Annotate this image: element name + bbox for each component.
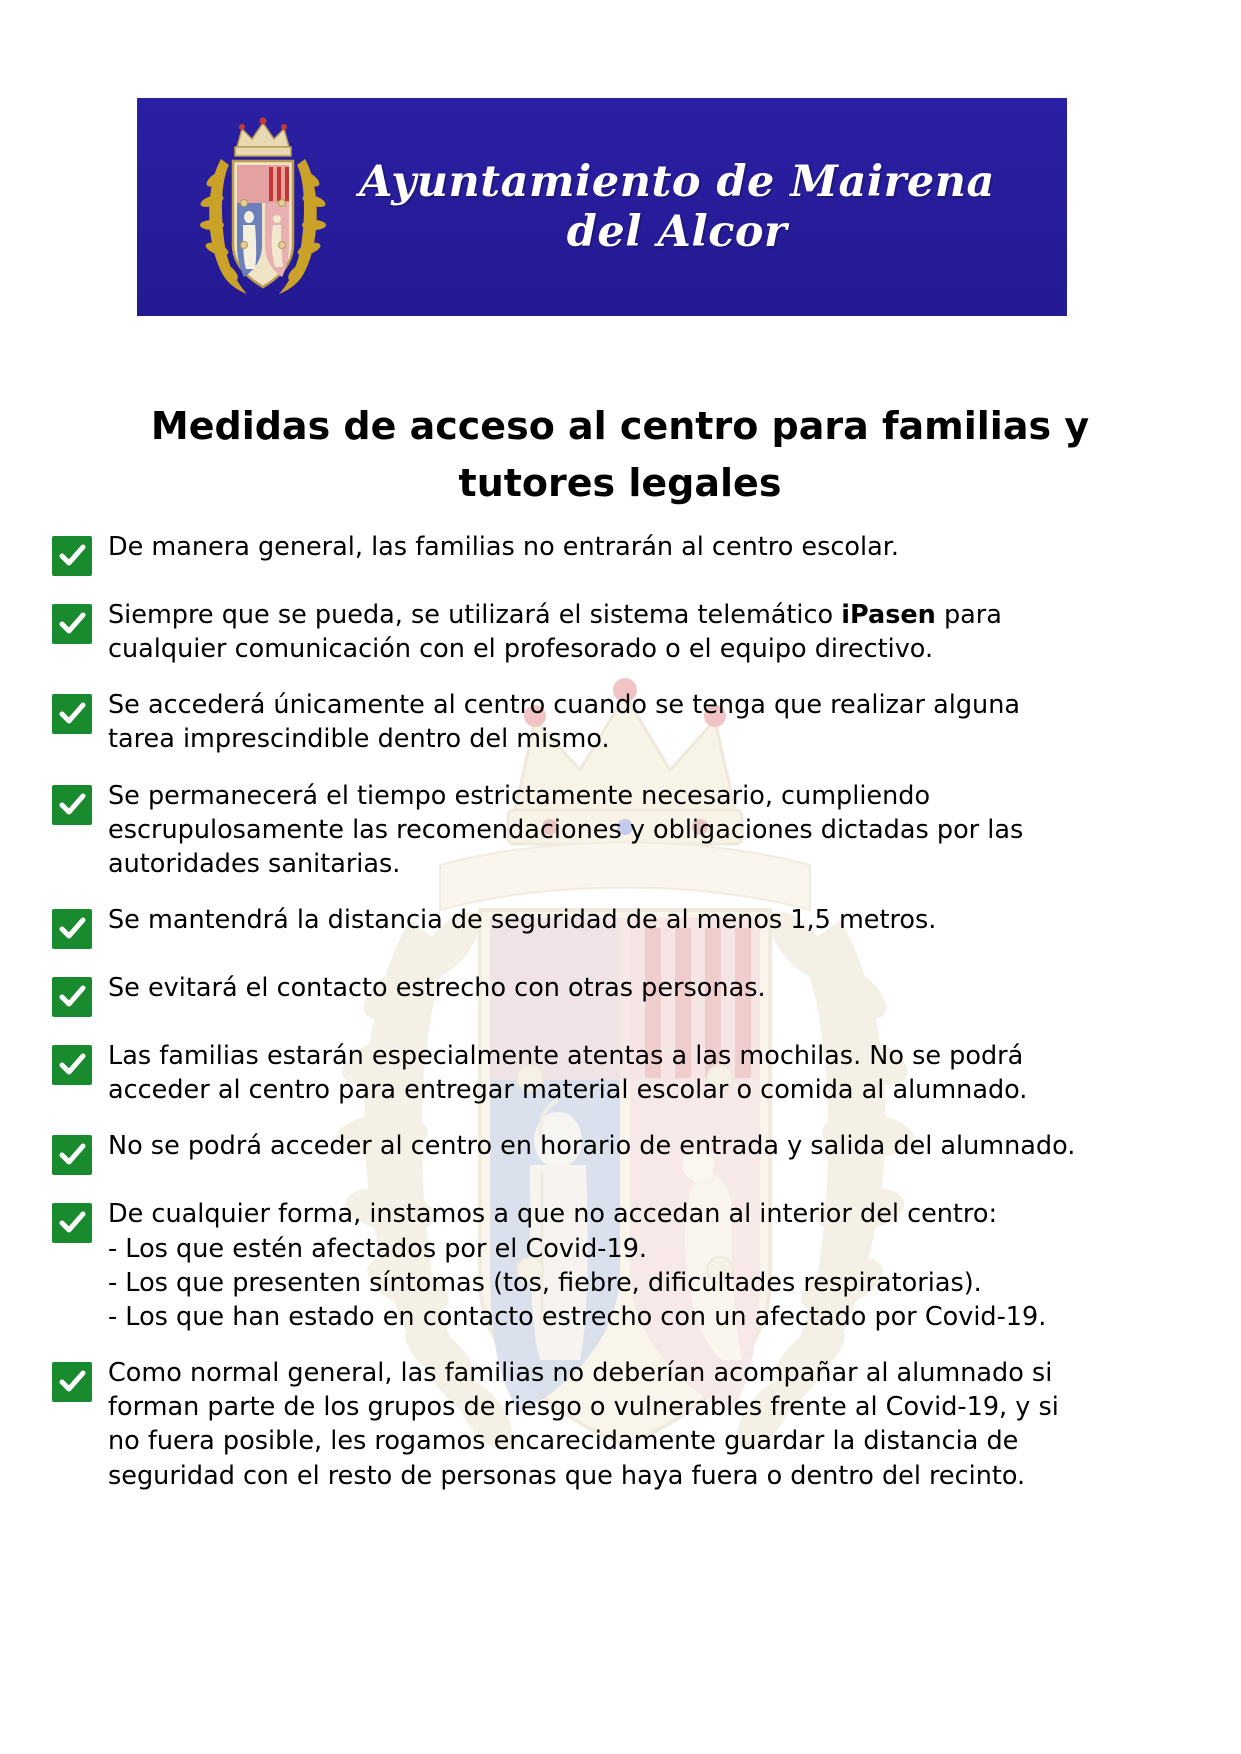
list-item-text: De manera general, las familias no entrarán al centro escolar. xyxy=(108,532,899,562)
list-item-text: Se mantendrá la distancia de seguridad de al menos 1,5 metros. xyxy=(108,905,937,936)
list-item-text: No se podrá acceder al centro en horario de entrada y salida del alumnado. xyxy=(108,1131,1076,1162)
list-item xyxy=(52,779,1202,881)
list-item-text: Se accederá únicamente al centro cuando se tenga que realizar alguna tarea imprescindible dentro del mismo. xyxy=(108,690,1020,755)
list-item xyxy=(52,688,1202,756)
green-check-icon xyxy=(52,694,92,734)
green-check-icon xyxy=(52,536,92,576)
list-item-text: Las familias estarán especialmente atentas a las mochilas. No se podrá acceder al centro para entregar material escolar o comida al alumnado. xyxy=(108,1041,1028,1106)
list-item xyxy=(52,1356,1202,1493)
list-item-text-before: Siempre que se pueda, se utilizará el sistema telemático xyxy=(108,600,842,630)
green-check-icon xyxy=(52,604,92,644)
green-check-icon xyxy=(52,977,92,1017)
coat-of-arms-icon xyxy=(199,117,327,297)
list-item-text-main: De cualquier forma, instamos a que no accedan al interior del centro: xyxy=(108,1199,998,1230)
list-item xyxy=(52,1039,1202,1107)
list-item xyxy=(52,971,1202,1017)
green-check-icon xyxy=(52,1203,92,1243)
green-check-icon xyxy=(52,1135,92,1175)
list-item-text-after: para cualquier comunicación con el profesorado o el equipo directivo. xyxy=(108,600,1002,665)
list-item-subline: - Los que estén afectados por el Covid-19. xyxy=(108,1233,648,1264)
list-item-text: Como normal general, las familias no deberían acompañar al alumnado si forman parte de los grupos de riesgo o vulnerables frente al Covid-19, y si no fuera posible, les rogamos encarecidamente guardar la distancia de seguridad con el resto de personas que haya fuera o dentro del recinto. xyxy=(108,1358,1059,1491)
green-check-icon xyxy=(52,785,92,825)
list-item-subline: - Los que han estado en contacto estrecho con un afectado por Covid-19. xyxy=(108,1301,1047,1332)
green-check-icon xyxy=(52,1362,92,1402)
list-item-text: Se permanecerá el tiempo estrictamente necesario, cumpliendo escrupulosamente las recomendaciones y obligaciones dictadas por las autoridades sanitarias. xyxy=(108,780,1024,879)
list-item-text xyxy=(108,1197,1046,1334)
list-item-emphasis: iPasen xyxy=(841,600,936,630)
list-item xyxy=(52,598,1202,666)
list-item-text: Se evitará el contacto estrecho con otras personas. xyxy=(108,973,766,1004)
header-banner xyxy=(137,98,1067,316)
list-item xyxy=(52,1197,1202,1334)
page-title: Medidas de acceso al centro para familias y tutores legales xyxy=(150,404,1090,505)
list-item-text xyxy=(108,598,1088,666)
list-item-subline: - Los que presenten síntomas (tos, fiebre, dificultades respiratorias). xyxy=(108,1267,982,1298)
green-check-icon xyxy=(52,1045,92,1085)
list-item xyxy=(52,903,1202,949)
green-check-icon xyxy=(52,909,92,949)
list-item xyxy=(52,1129,1202,1175)
measures-list xyxy=(52,530,1202,1515)
list-item xyxy=(52,530,1202,576)
banner-title: Ayuntamiento de Mairena del Alcor xyxy=(359,157,995,257)
